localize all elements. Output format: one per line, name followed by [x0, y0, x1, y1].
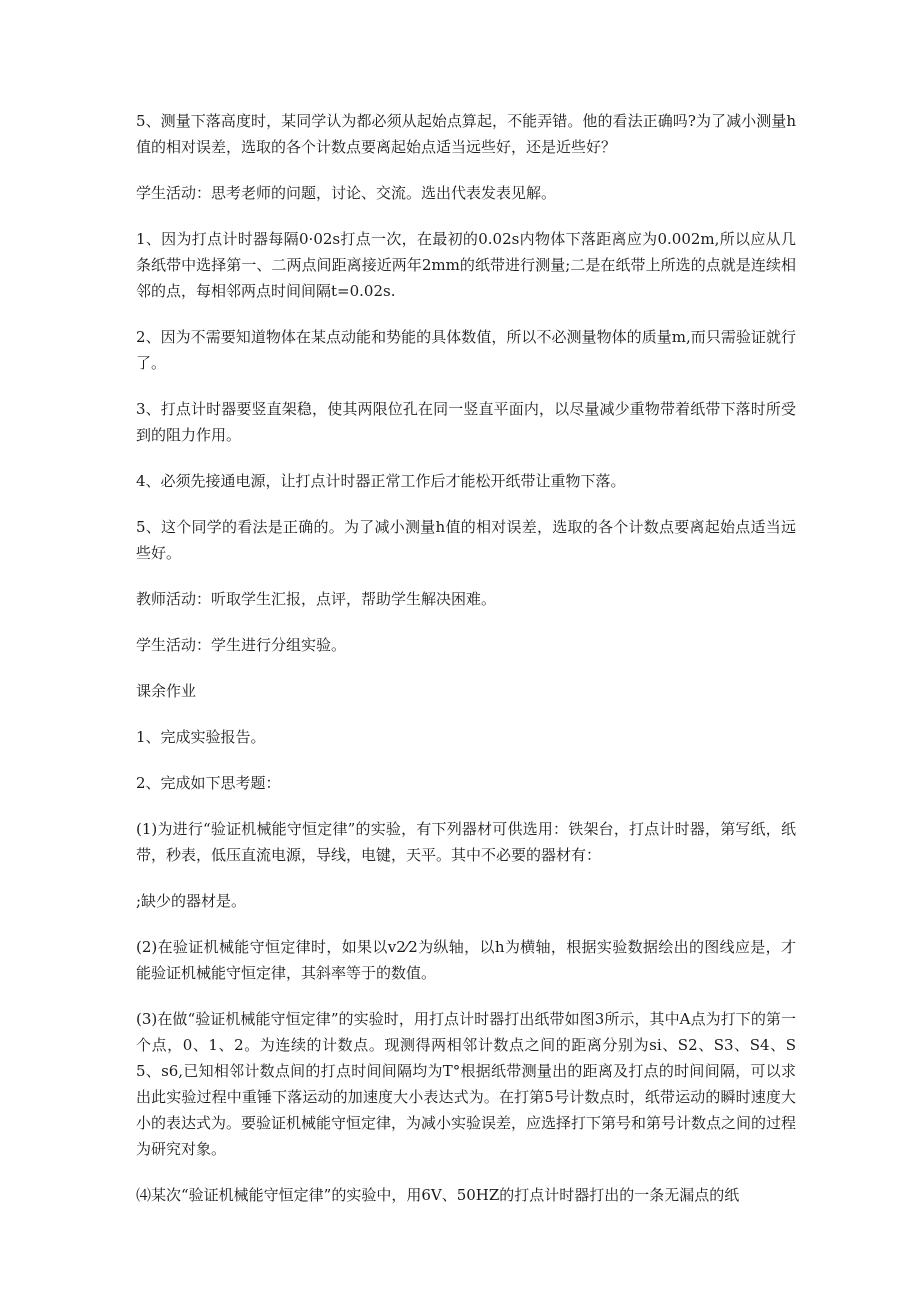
thinking-question-4: ⑷某次“验证机械能守恒定律”的实验中，用6V、50HZ的打点计时器打出的一条无漏点的纸 — [136, 1186, 740, 1204]
homework-item-1: 1、完成实验报告。 — [136, 728, 266, 746]
answer-5-paragraph: 5、这个同学的看法是正确的。为了减小测量h值的相对误差，选取的各个计数点要离起始点适当远些好。 — [136, 518, 796, 562]
answer-3-paragraph: 3、打点计时器要竖直架稳，使其两限位孔在同一竖直平面内，以尽量减少重物带着纸带下落时所受到的阻力作用。 — [136, 400, 796, 444]
thinking-question-3: (3)在做“验证机械能守恒定律”的实验时，用打点计时器打出纸带如图3所示，其中A点为打下的第一个点，0、1、2。为连续的计数点。现测得两相邻计数点之间的距离分别为si、S2、S3、S4、S5、s6,已知相邻计数点间的打点时间间隔均为T°根据纸带测量出的距离及打点的时间间隔，可以求出此实验过程中重锤下落运动的加速度大小表达式为。在打第5号计数点时，纸带运动的瞬时速度大小的表达式为。要验证机械能守恒定律，为减小实验误差，应选择打下第号和第号计数点之间的过程为研究对象。 — [136, 1010, 797, 1158]
answer-1-paragraph: 1、因为打点计时器每隔0·02s打点一次，在最初的0.02s内物体下落距离应为0.002m,所以应从几条纸带中选择第一、二两点间距离接近两年2mm的纸带进行测量;二是在纸带上所选的点就是连续相邻的点，每相邻两点时间间隔t=0.02s. — [136, 230, 796, 300]
student-experiment-paragraph: 学生活动：学生进行分组实验。 — [136, 636, 347, 654]
answer-2-paragraph: 2、因为不需要知道物体在某点动能和势能的具体数值，所以不必测量物体的质量m,而只需验证就行了。 — [136, 328, 796, 372]
teacher-activity-paragraph: 教师活动：听取学生汇报，点评，帮助学生解决困难。 — [136, 590, 497, 608]
question-5-paragraph: 5、测量下落高度时，某同学认为都必须从起始点算起，不能弄错。他的看法正确吗?为了减小测量h值的相对误差，选取的各个计数点要离起始点适当远些好，还是近些好？ — [136, 112, 796, 156]
homework-item-2: 2、完成如下思考题： — [136, 774, 281, 792]
thinking-question-1: (1)为进行“验证机械能守恒定律”的实验，有下列器材可供选用：铁架台，打点计时器，第写纸，纸带，秒表，低压直流电源，导线，电键，天平。其中不必要的器材有： — [136, 820, 796, 864]
document-body — [136, 108, 796, 1228]
thinking-question-2: (2)在验证机械能守恒定律时，如果以v2⁄2为纵轴，以h为横轴，根据实验数据绘出的图线应是，才能验证机械能守恒定律，其斜率等于的数值。 — [136, 938, 796, 982]
answer-4-paragraph: 4、必须先接通电源，让打点计时器正常工作后才能松开纸带让重物下落。 — [136, 472, 626, 490]
homework-heading: 课余作业 — [136, 682, 197, 700]
student-activity-paragraph: 学生活动：思考老师的问题，讨论、交流。选出代表发表见解。 — [136, 184, 557, 202]
thinking-question-1-continued: ;缺少的器材是。 — [136, 892, 247, 910]
